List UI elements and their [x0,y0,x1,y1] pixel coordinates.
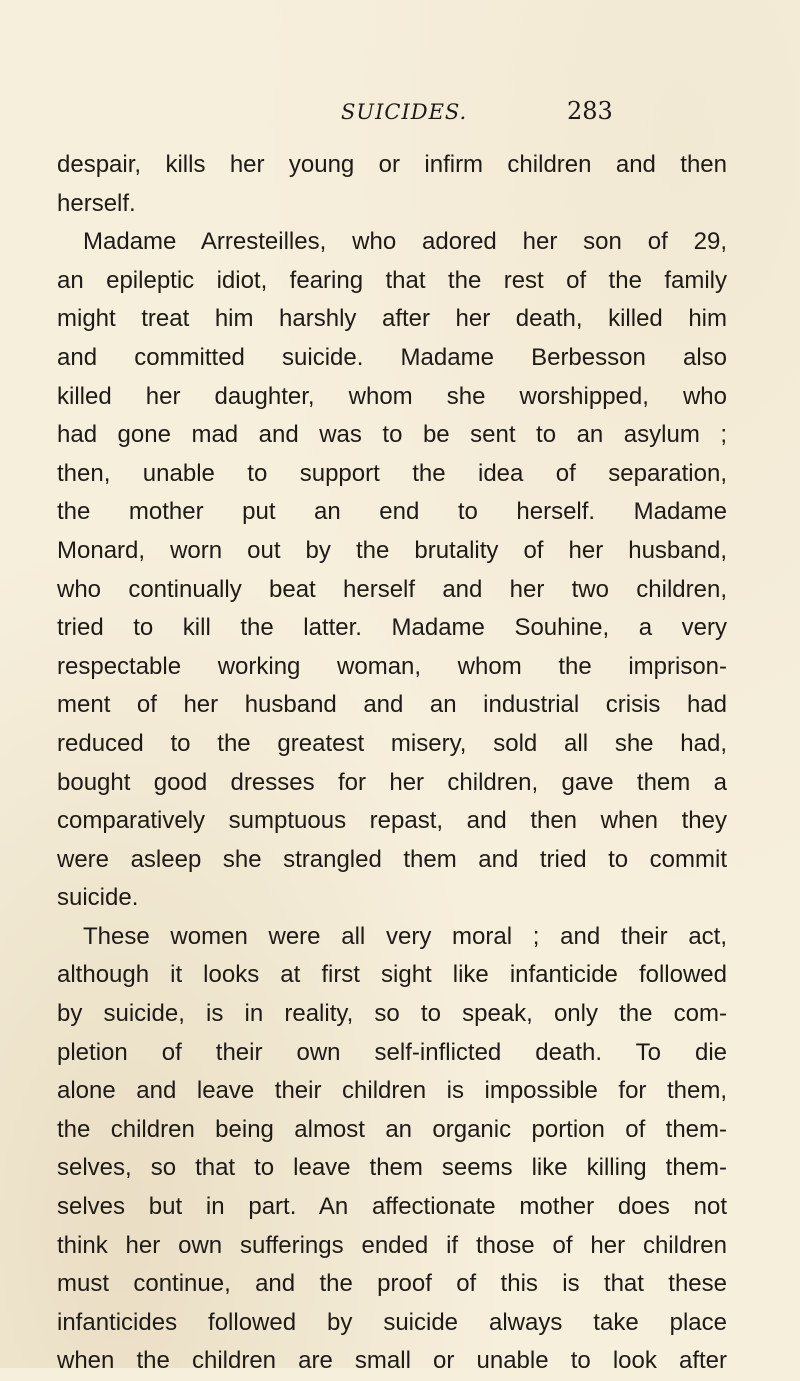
text-line: Monard, worn out by the brutality of her husband, [57,536,727,564]
text-line: pletion of their own self-inflicted death. To die [57,1038,727,1066]
text-line: These women were all very moral ; and their act, [83,922,727,950]
text-line: bought good dresses for her children, gave them a [57,768,727,796]
text-line: Madame Arresteilles, who adored her son of 29, [83,228,727,256]
text-line: comparatively sumptuous repast, and then when they [57,807,727,835]
text-line: suicide. [57,884,139,912]
text-line: selves, so that to leave them seems like killing them- [57,1154,727,1182]
text-line: selves but in part. An affectionate mother does not [57,1193,727,1221]
page-number: 283 [567,97,613,125]
text-line: the mother put an end to herself. Madame [57,498,727,526]
text-line: infanticides followed by suicide always take place [57,1308,727,1336]
text-line: reduced to the greatest misery, sold all she had, [57,729,727,757]
text-line: tried to kill the latter. Madame Souhine, a very [57,614,727,642]
text-line: might treat him harshly after her death, killed him [57,305,727,333]
text-line: then, unable to support the idea of separation, [57,459,727,487]
text-line: despair, kills her young or infirm children and then [57,151,727,178]
body-text [57,146,727,1381]
text-line: who continually beat herself and her two children, [57,575,727,603]
text-line: must continue, and the proof of this is that these [57,1270,727,1298]
text-line: alone and leave their children is impossible for them, [57,1077,727,1105]
running-head [0,97,800,140]
text-line: respectable working woman, whom the imprison- [57,652,727,680]
text-line: an epileptic idiot, fearing that the rest of the family [57,266,727,294]
text-line: when the children are small or unable to look after [57,1347,727,1375]
text-line: the children being almost an organic portion of them- [57,1115,727,1143]
text-line: ment of her husband and an industrial crisis had [57,691,727,719]
text-line: think her own sufferings ended if those of her children [57,1231,727,1259]
text-line: had gone mad and was to be sent to an asylum ; [57,421,727,449]
text-line: herself. [57,189,136,217]
text-line: by suicide, is in reality, so to speak, only the com- [57,1000,727,1028]
text-line: were asleep she strangled them and tried to commit [57,845,727,873]
running-title: SUICIDES. [341,100,468,124]
text-line: and committed suicide. Madame Berbesson also [57,343,727,371]
text-line: although it looks at first sight like infanticide followed [57,961,727,989]
text-line: killed her daughter, whom she worshipped, who [57,382,727,410]
